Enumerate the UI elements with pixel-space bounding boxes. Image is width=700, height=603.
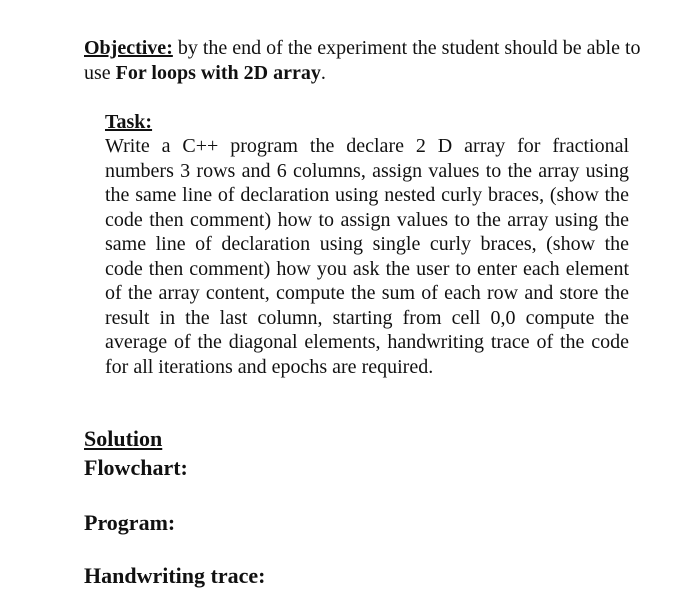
- solution-title: Solution: [84, 426, 163, 451]
- objective-text: by the end of the experiment the student should be able to use: [84, 37, 641, 84]
- objective-bold-text: For loops with 2D array: [115, 62, 321, 84]
- task-body: Write a C++ program the declare 2 D array for fractional numbers 3 rows and 6 columns, assign values to the array using the same line of declaration using nested curly braces, (show the code then comment) how to assign values to the array using the same line of declaration using single curly braces, (show the code then comment) how you ask the user to enter each element of the array content, compute the sum of each row and store the result in the last column, starting from cell 0,0 compute the average of the diagonal elements, handwriting trace of the code for all iterations and epochs are required.: [105, 135, 629, 378]
- flowchart-heading: Flowchart:: [84, 455, 188, 480]
- program-heading: Program:: [84, 510, 176, 535]
- objective-paragraph: [84, 36, 644, 86]
- task-title: Task:: [105, 111, 153, 133]
- objective-label: Objective:: [84, 37, 173, 59]
- objective-text-end: .: [320, 62, 326, 84]
- task-section: [105, 110, 629, 379]
- handwriting-trace-heading: Handwriting trace:: [84, 563, 266, 588]
